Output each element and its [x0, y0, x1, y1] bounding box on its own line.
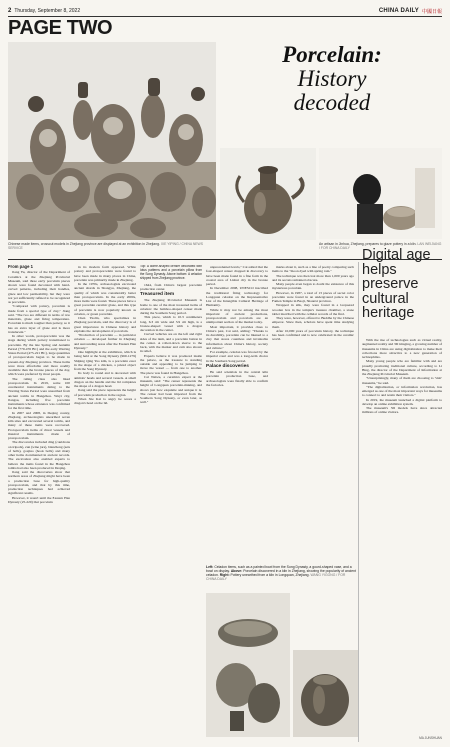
right-photo-artisan [319, 148, 442, 239]
center-photo-ewer [220, 148, 316, 240]
sidebar-article: With the rise of technologies such as virtual reality, augmented reality and 3D imaging, a growing number of museums in China are using digitalization to make their collections more attractive to a new generation of technophiles. Many young people who are familiar with and are proudly promoting traditional culture, according to Li Bing, the director of the Department of Information at the Zhejiang Provincial Museum. "Unsurprisingly, many of them are choosing to 'visit' museums," he said. "The digitalization, or information revolution, has emerged as one of the most important ways for museums to connect to and retain their visitors." In 2019, the museum launched a digital platform to develop an online exhibition system. The museum's 3D models have since attracted millions of online visitors. [362, 338, 442, 415]
headline-line-1: Porcelain: [282, 42, 382, 67]
issue-date: Thursday, September 8, 2022 [14, 8, 81, 14]
right-photo-credit: LAN WEIJIANG / FOR CHINA DAILY [319, 242, 442, 251]
headline-line-2: History [297, 66, 367, 91]
bottom-photo-celadon-bowls [206, 593, 290, 737]
continued-kicker: From page 1 [8, 265, 33, 269]
main-photo-credit: XIE YIPING / CHINA NEWS SERVICE [8, 242, 204, 251]
photo-tag-caption: Top: A dome-shaped censer decorated with lotus patterns and a porcelain pillow from the Song Dynasty. Above bottom: A celadon shipped from Zhejiang province. [140, 265, 202, 280]
main-headline [226, 43, 438, 115]
section-title: PAGE TWO [8, 17, 113, 39]
main-photo-porcelain-exhibit [8, 42, 216, 240]
sidebar-headline: Digital age helps preserve cultural heritage [362, 247, 431, 321]
subhead-palace-discoveries: Palace discoveries [206, 363, 249, 369]
publication-name: CHINA DAILY [378, 8, 419, 14]
sidebar-byline: MA JUNSHUAN [419, 736, 442, 740]
bottom-photo-caption: Left: Celadon items, such as a painted bowl from the Song Dynasty, a gourd-shaped vase, and a bowl on display. Above: Porcelain discovered in a kiln in Zhejiang, showing the popularity of ancient celadon. Right: Pottery unearthed from a kiln in Longquan, Zhejiang. WANG YIGONG / FOR CHINA DAILY [206, 565, 356, 582]
article-column-5: marks about it, such as a line of poetry comparing such items to the "moon dyed with spring rain." The technique was then lost more than 1,000 years ago and its secrets remained obscure. Many people even began to doubt the existence of this mysterious porcelain. However, in 1987, a total of 13 pieces of secret color porcelain were found in an underground palace in the Famen Temple in Baoji, Shaanxi province. Wrapped in silk, they were found in a lacquered wooden box in the temple's treasure chamber, a stone tablet inscribed with the cellular records of the find. They were, however, offered to Buddha by the Chinese emperor. Since then, scholars have spent time studying them. After 10,000 years of porcelain history, the technique has been confirmed and is now celebrated in the ceramic world. [272, 265, 354, 342]
publication-name-cn: 中國日報 [421, 8, 442, 15]
subhead-treasured-item: Treasured item [140, 292, 175, 298]
article-column-4: unprecedented levels," Cai added that the four-shaped censer dropped in discovery to have been made found in a fine form in the coastal area of Lishui city in the bronze period. In December 2008, UNESCO inscribed the traditional firing technology for Longquan celadon on the Representative List of the Intangible Cultural Heritage of Humanity. While it may not be among the most important of ancient productions, protoporcelain and porcelain are an unimportant section of the market today. Most important, it provides clues to China's past, Cai said, adding: "Thanks to its durability, porcelain can be likened to a clay that stores countless and invaluable information about China's history, society and culture." For example, celadon was favored by the imperial court and was a long-term choice in the Southern Song period. Palace discoveries He said scientists in the central kiln porcelain production base, and archaeologists were finally able to confirm the factories. [206, 265, 268, 387]
bottom-photo-pottery [293, 650, 358, 737]
article-column-1: From page 1 Jiang Yu, director of the Department of Ceramics at the Zhejiang Provincial Museum, said three early porcelain pieces shown were found decorated with hand-carved patterns, including their handles, glaze and low permeability, but they were not yet sufficiently refined to be recognized as porcelain. "Compared with pottery, porcelain is made from a special type of clay," Jiang said. "The two are different in terms of raw materials, glaze and firing temperature. Porcelain is much tougher than pottery, so it has an extra layer of glaze and is more translucent." In other words, protoporcelain was the stage during which pottery transitioned to porcelain. By the late Spring and Autumn Period (770-476 BC) and the early Warring States Period (475-221 BC), large quantities of protoporcelain began to be made in present-day Zhejiang province. These items were more affordable and more readily available than the bronze pieces of the day, which were preferred by most people. The ruling class also liked protoporcelain. In 2019, some 100 ceremonial instruments dating to the Warring States Period were unearthed from ancient tombs in Hangzhou. Wuyi city, Jiangsu, including five porcelain instruments whose existence was confirmed for the first time. In 2007 and 2008, in Deqing county, Zhejiang, archaeologists unearthed seven kiln sites and excavated several tombs, and many of these items were recovered. Protoporcelain items of ritual vessels and musical instruments made of protoporcelain. The discoveries included ding (cauldrons on tripods), zun (wine jars), bianzhong (sets of bells), goujiao (hook bells) and many other items documented in ancient records. The excavation also enabled experts to believe the items found in the Hangzhou tombs had also been produced in Deqing. Jiang said the discoveries show that northern areas of Zhejiang might have been a production base for high-quality protoporcelain, and that by this time, production techniques had achieved significant results. However, it wasn't until the Eastern Han Dynasty (25-220) that porcelain [8, 265, 70, 504]
page-number: 2 [8, 8, 12, 14]
page-header [8, 6, 442, 17]
article-column-2: in its modern form appeared. While pottery and protoporcelain were found to have been made in many places in China, porcelain was primarily made in Zhejiang. In the 1970s, archaeologists excavated ancient shards in Shangyu, Zhejiang, the quality of which was considerably better than protoporcelain. In the early 2000s, more items were found. These pieces have a great porcelain ceramic glaze, and this type of porcelain is now popularly known as celadon, or green porcelain. Chen Yaolin, who specializes in Zhejiang porcelain, said the discovery is of great importance in Chinese history and explains the development of porcelain. "Production of porcelain — in particular celadon — developed further in Zhejiang and surrounding areas after the Eastern Han Dynasty." One highlight at the exhibition, which is being held at the Song Dynasty (960-1279) Shiping Qing Yao kiln, is a porcelain ewer in the shape of a chicken, a prized object from the Song Dynasty. Its body is round and is decorated with animals' heads and several vessels. A small dragon on the handle and the lid completes the shape of a dragon head. Jiang said the piece represents the height of porcelain production in the region. When Xie Kai is angry he wears a dragon's head on the lid. [74, 265, 136, 405]
masthead [379, 8, 442, 15]
main-photo-caption: Chinese made items, crosscut models in Zhejiang province are displayed at an exhibition in Zhejiang. XIE YIPING / CHINA NEWS SERVICE [8, 242, 204, 251]
article-column-3: Top: A dome-shaped censer decorated with lotus patterns and a porcelain pillow from the Song Dynasty. Above bottom: A celadon shipped from Zhejiang province. 1644, from China's largest porcelain production center. Treasured item The Zhejiang Provincial Museum is home to one of the most treasured items of celadon: the bamboo-shaped censer made during the Southern Song period. This piece, which is 10.3 centimeters long, 6.3 cm wide and 3.9 cm high, is a bronze-shaped vessel with a dragon decoration in the center. Curved vehicles are on the left and right sides of the item, and a porcelain button in the center. A rolled-down sleeve to the back, with the marker and cam also shown in relief. Experts believe it was produced inside the palace, as the treasure is standing outside and appealing to be jumping to move the vessel — from one to another. The piece was found in Hangzhou. Cai Naiwu, a ceramics expert at the museum, said: "The censer represents the height of Longquan porcelain-making, and shows just how exquisite and unique it is. The censer had been imported from the Southern Song Dynasty, or even later, as well." [140, 265, 202, 405]
right-photo-caption: An artisan in Jinhua, Zhejiang, prepares to glaze pottery in a kiln. LAN WEIJIANG / FOR CHINA DAILY [319, 242, 442, 251]
headline-line-3: decoded [293, 90, 371, 115]
